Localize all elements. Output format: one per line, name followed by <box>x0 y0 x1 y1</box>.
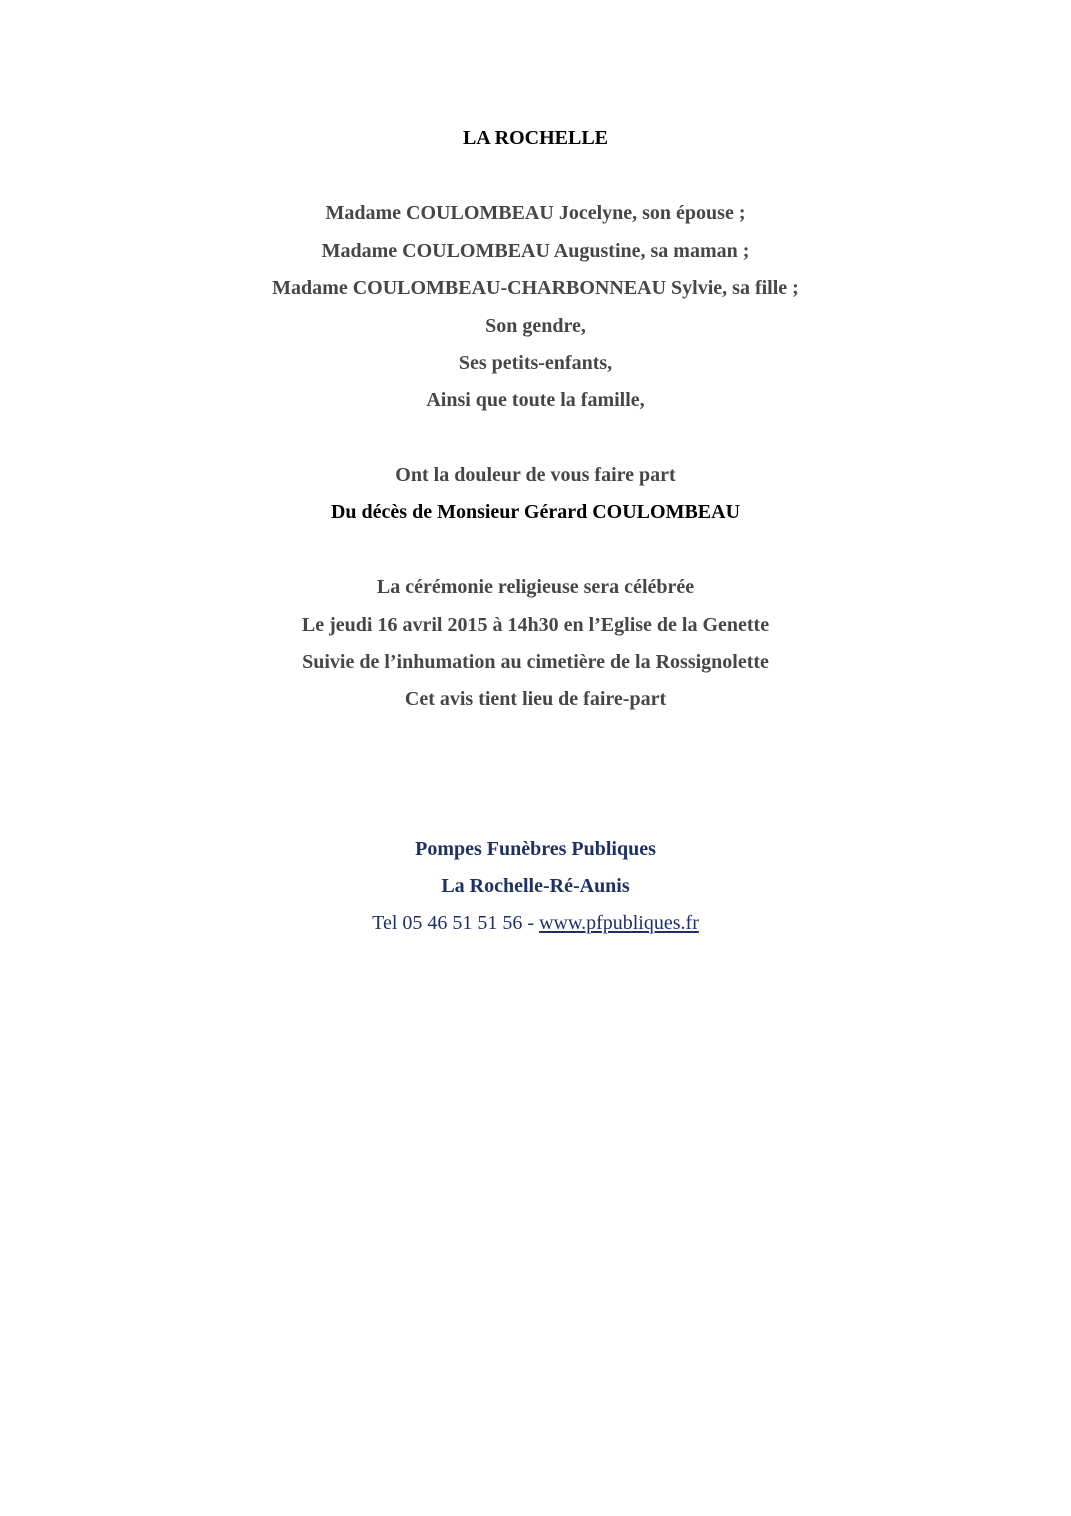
family-line-mother: Madame COULOMBEAU Augustine, sa maman ; <box>321 240 750 262</box>
family-line-daughter: Madame COULOMBEAU-CHARBONNEAU Sylvie, sa fille ; <box>272 277 799 299</box>
family-line-grandchildren: Ses petits-enfants, <box>458 352 613 374</box>
website-link[interactable]: www.pfpubliques.fr <box>539 912 699 934</box>
announcement-text: Ont la douleur de vous faire part <box>395 464 676 486</box>
family-line-whole-family: Ainsi que toute la famille, <box>426 389 645 411</box>
footer-phone: Tel 05 46 51 51 56 - <box>372 912 540 934</box>
ceremony-line-date: Le jeudi 16 avril 2015 à 14h30 en l’Eglise de la Genette <box>301 614 770 636</box>
family-line-son-in-law: Son gendre, <box>485 315 586 337</box>
footer-contact <box>0 911 1071 935</box>
ceremony-line-intro: La cérémonie religieuse sera célébrée <box>376 576 695 598</box>
ceremony-line-burial: Suivie de l’inhumation au cimetière de la Rossignolette <box>302 651 769 673</box>
ceremony-line-notice: Cet avis tient lieu de faire-part <box>404 688 667 710</box>
footer-location: La Rochelle-Ré-Aunis <box>441 875 630 897</box>
family-line-spouse: Madame COULOMBEAU Jocelyne, son épouse ; <box>325 202 746 224</box>
footer-company: Pompes Funèbres Publiques <box>415 838 656 860</box>
city-heading: LA ROCHELLE <box>462 127 609 149</box>
deceased-name: Du décès de Monsieur Gérard COULOMBEAU <box>330 501 741 523</box>
